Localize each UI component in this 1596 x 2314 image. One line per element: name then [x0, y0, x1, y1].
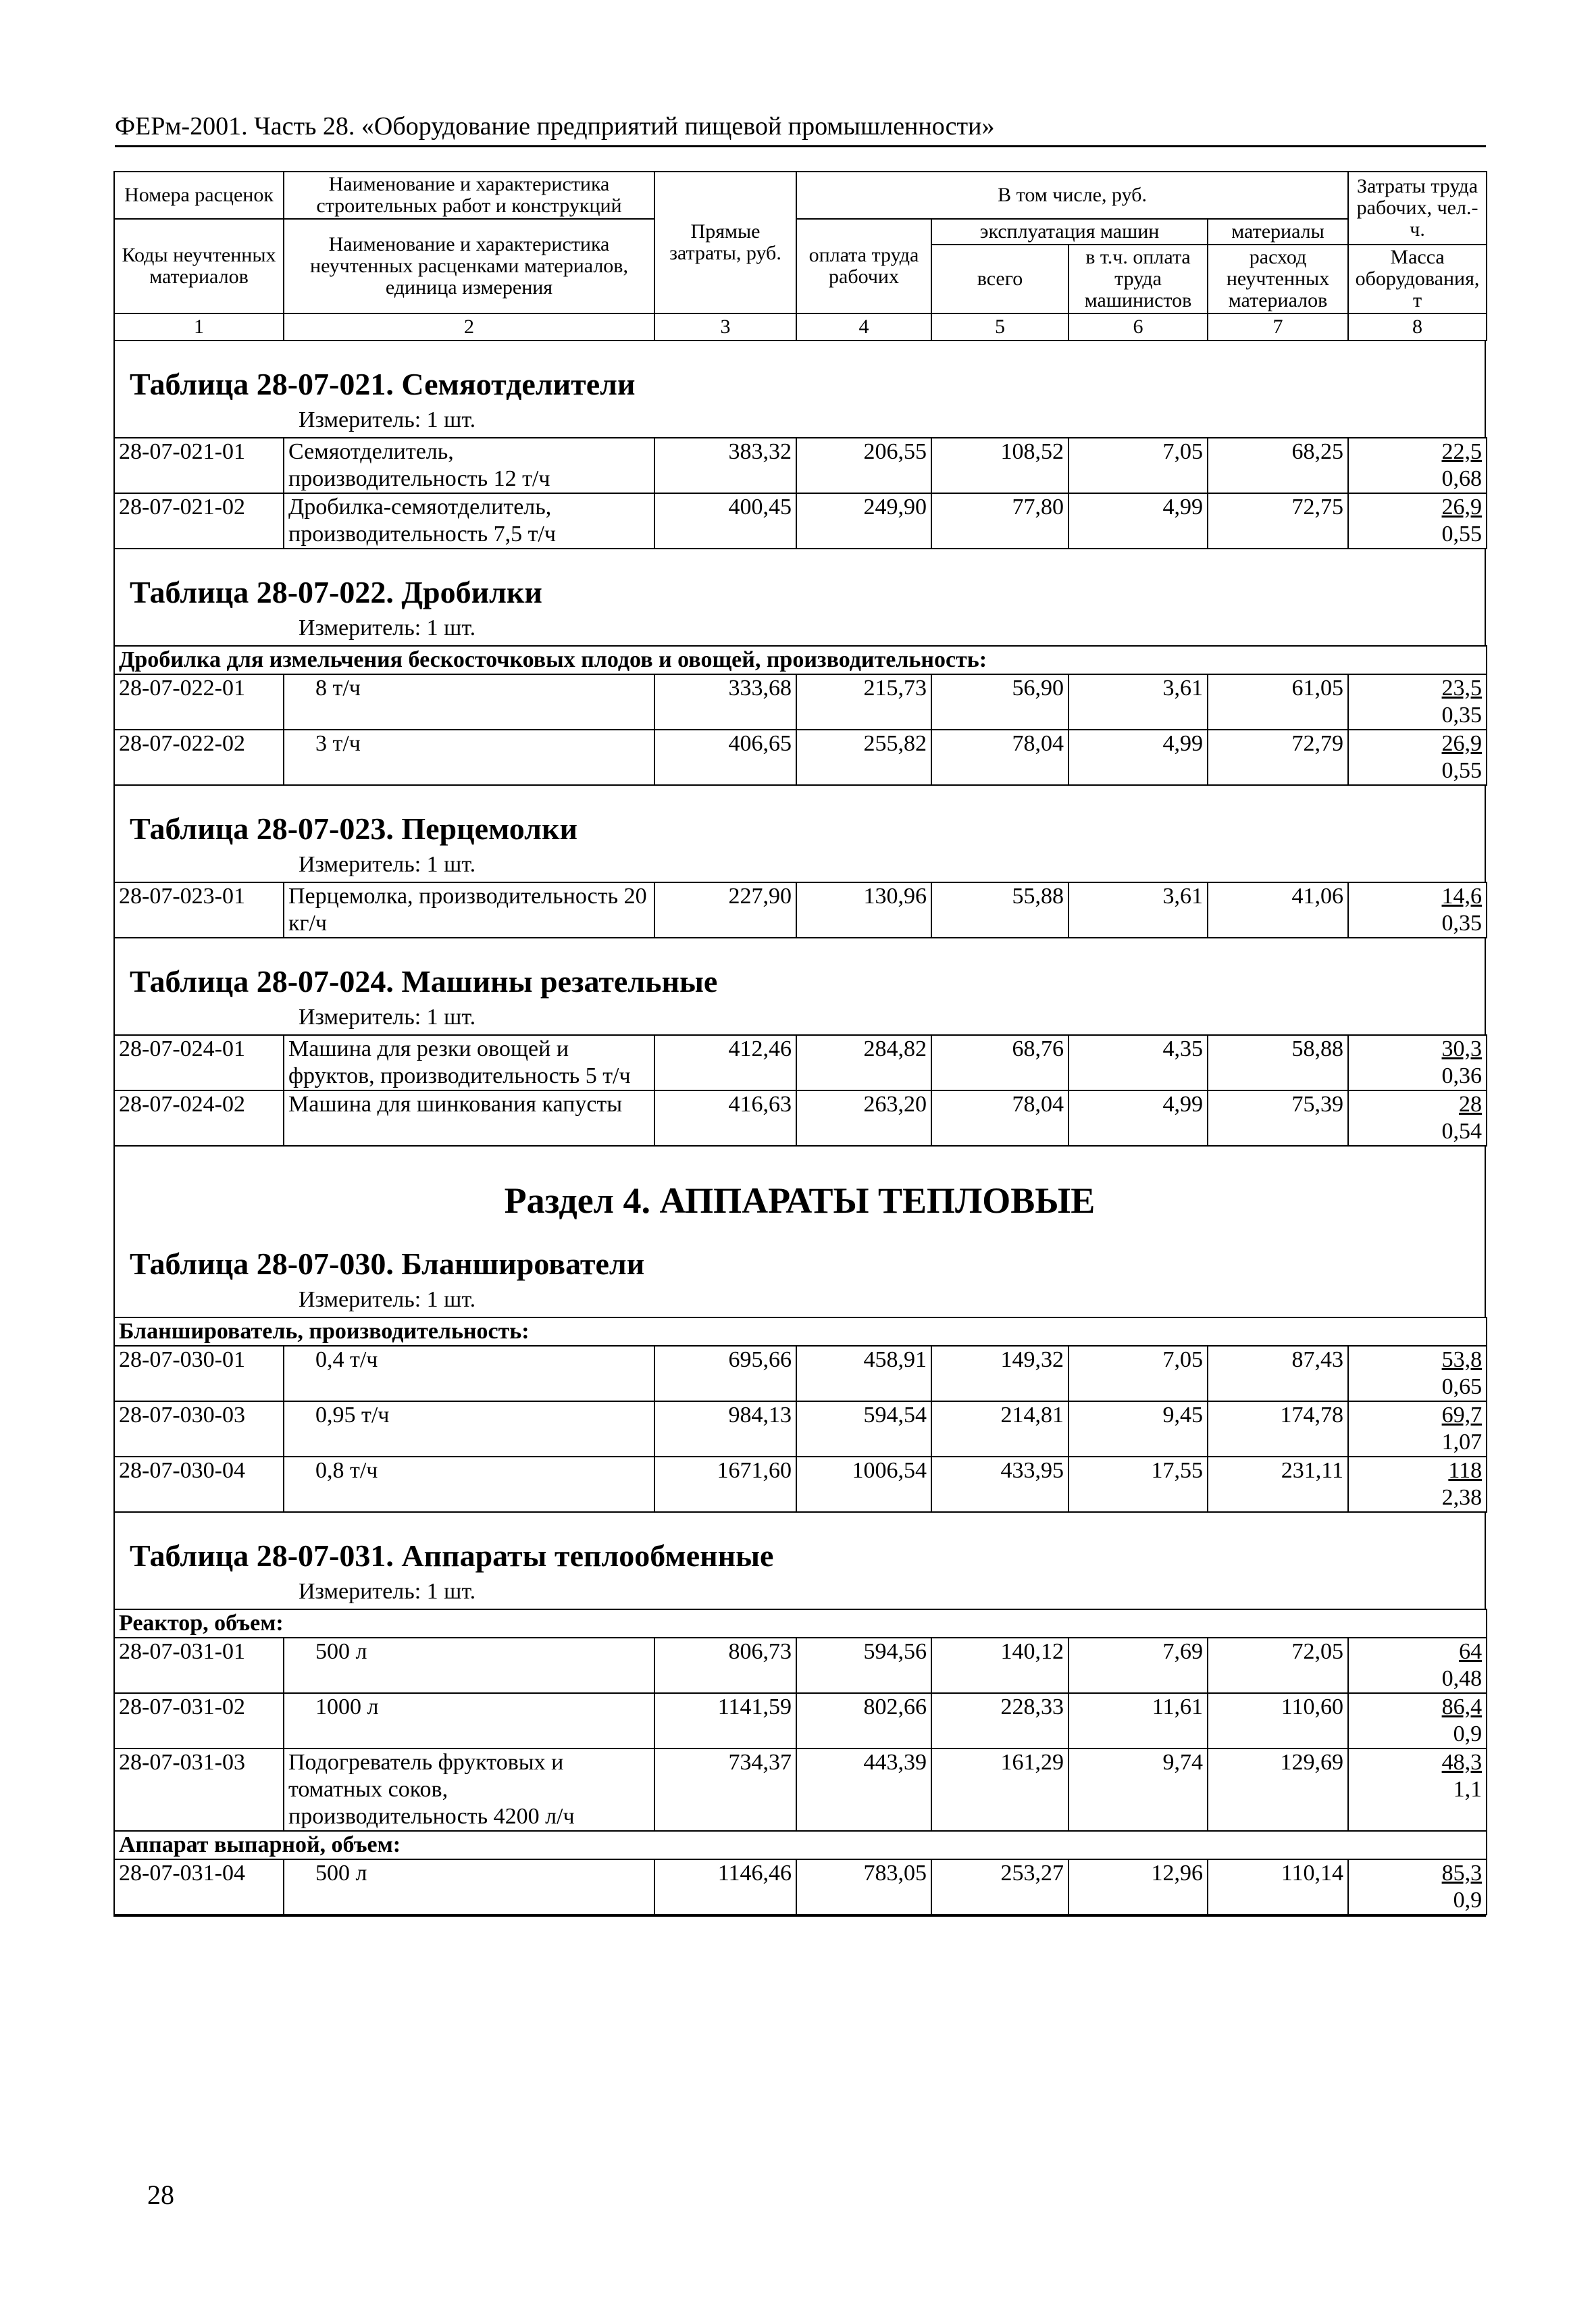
table-row	[114, 882, 1487, 938]
value-labor: 263,20	[796, 1090, 931, 1146]
value-operators: 9,74	[1069, 1749, 1208, 1831]
rate-code: 28-07-022-02	[114, 730, 284, 785]
value-labor: 802,66	[796, 1693, 931, 1749]
value-machines: 253,27	[931, 1859, 1069, 1915]
value-direct: 383,32	[654, 438, 796, 493]
column-number: 5	[931, 313, 1069, 341]
column-number: 1	[114, 313, 284, 341]
value-machines: 68,76	[931, 1035, 1069, 1090]
rate-code: 28-07-021-02	[114, 493, 284, 549]
value-machines: 228,33	[931, 1693, 1069, 1749]
table-row	[114, 493, 1487, 549]
mass-value: 0,9	[1453, 1721, 1483, 1746]
table-row	[114, 674, 1487, 730]
group-label: Дробилка для измельчения бескосточковых плодов и овощей, производительность:	[114, 646, 1487, 674]
unit-of-measure: Измеритель: 1 шт.	[299, 615, 476, 640]
labor-hours-value: 26,9	[1441, 731, 1483, 756]
value-operators: 7,05	[1069, 1346, 1208, 1401]
rate-table	[113, 437, 1487, 549]
tables-container	[113, 341, 1486, 1915]
value-machines: 77,80	[931, 493, 1069, 549]
rate-name: Перцемолка, производительность 20 кг/ч	[284, 882, 654, 938]
group-row	[114, 1317, 1487, 1346]
labor-mass-cell	[1348, 1401, 1487, 1457]
labor-hours-value: 86,4	[1441, 1694, 1483, 1719]
table-title: Таблица 28-07-021. Семяотделители	[130, 367, 636, 401]
labor-hours-value: 30,3	[1441, 1036, 1482, 1061]
labor-mass-cell	[1348, 882, 1487, 938]
value-machines: 149,32	[931, 1346, 1069, 1401]
rate-code: 28-07-024-02	[114, 1090, 284, 1146]
column-number: 6	[1069, 313, 1208, 341]
header-direct-costs: Прямые затраты, руб.	[654, 172, 796, 313]
table-section	[113, 549, 1486, 645]
labor-hours-value: 53,8	[1441, 1347, 1483, 1372]
value-materials: 231,11	[1208, 1457, 1348, 1512]
value-direct: 333,68	[654, 674, 796, 730]
unit-of-measure: Измеритель: 1 шт.	[299, 1287, 476, 1312]
table-row	[114, 1457, 1487, 1512]
table-row	[114, 1859, 1487, 1915]
rate-table	[113, 1317, 1487, 1513]
labor-mass-cell	[1348, 1638, 1487, 1693]
value-machines: 78,04	[931, 1090, 1069, 1146]
group-row	[114, 1831, 1487, 1859]
table-section	[113, 938, 1486, 1034]
rate-code: 28-07-031-04	[114, 1859, 284, 1915]
rate-name: Дробилка-семяотделитель, производительность 7,5 т/ч	[284, 493, 654, 549]
value-labor: 206,55	[796, 438, 931, 493]
table-title: Таблица 28-07-023. Перцемолки	[130, 811, 577, 846]
rate-table	[113, 645, 1487, 786]
labor-mass-cell	[1348, 1035, 1487, 1090]
column-number: 3	[654, 313, 796, 341]
mass-value: 0,35	[1441, 911, 1482, 936]
header-machines-group: эксплуатация машин	[931, 219, 1208, 245]
table-title: Таблица 28-07-030. Бланширователи	[130, 1247, 645, 1281]
mass-value: 0,55	[1441, 522, 1482, 547]
value-machines: 78,04	[931, 730, 1069, 785]
labor-hours-value: 85,3	[1441, 1861, 1483, 1886]
mass-value: 0,48	[1441, 1666, 1483, 1691]
bottom-border	[113, 1915, 1486, 1917]
group-row	[114, 1609, 1487, 1638]
rate-code: 28-07-030-03	[114, 1401, 284, 1457]
value-labor: 458,91	[796, 1346, 931, 1401]
page-number: 28	[147, 2180, 174, 2210]
rate-name: 500 л	[284, 1638, 654, 1693]
rate-code: 28-07-031-03	[114, 1749, 284, 1831]
value-materials: 110,60	[1208, 1693, 1348, 1749]
rate-name: 1000 л	[284, 1693, 654, 1749]
value-operators: 9,45	[1069, 1401, 1208, 1457]
value-materials: 72,05	[1208, 1638, 1348, 1693]
header-labor-wages: оплата труда рабочих	[796, 219, 931, 313]
header-equipment-mass: Масса оборудования, т	[1348, 245, 1487, 313]
labor-hours-value: 14,6	[1441, 884, 1482, 909]
table-section	[113, 1147, 1486, 1317]
table-title: Таблица 28-07-024. Машины резательные	[130, 964, 718, 999]
value-direct: 416,63	[654, 1090, 796, 1146]
rate-name: 3 т/ч	[284, 730, 654, 785]
value-materials: 110,14	[1208, 1859, 1348, 1915]
rate-name: 8 т/ч	[284, 674, 654, 730]
column-number: 2	[284, 313, 654, 341]
mass-value: 0,68	[1441, 466, 1482, 491]
mass-value: 0,55	[1441, 758, 1483, 783]
mass-value: 0,35	[1441, 703, 1483, 728]
value-materials: 41,06	[1208, 882, 1348, 938]
rate-name: 500 л	[284, 1859, 654, 1915]
value-operators: 3,61	[1069, 674, 1208, 730]
value-operators: 3,61	[1069, 882, 1208, 938]
table-row	[114, 1638, 1487, 1693]
table-row	[114, 730, 1487, 785]
mass-value: 0,36	[1441, 1063, 1482, 1088]
table-row	[114, 1401, 1487, 1457]
value-direct: 1141,59	[654, 1693, 796, 1749]
value-direct: 400,45	[654, 493, 796, 549]
labor-hours-value: 64	[1459, 1639, 1483, 1664]
labor-hours-value: 22,5	[1441, 439, 1482, 464]
table-title: Таблица 28-07-031. Аппараты теплообменные	[130, 1538, 774, 1573]
value-machines: 55,88	[931, 882, 1069, 938]
value-labor: 594,56	[796, 1638, 931, 1693]
rate-code: 28-07-031-01	[114, 1638, 284, 1693]
labor-mass-cell	[1348, 1859, 1487, 1915]
header-materials-group: материалы	[1208, 219, 1348, 245]
header-name-bottom: Наименование и характеристика неучтенных расценками материалов, единица измерения	[284, 219, 654, 313]
value-materials: 75,39	[1208, 1090, 1348, 1146]
section-title: Раздел 4. АППАРАТЫ ТЕПЛОВЫЕ	[504, 1180, 1096, 1221]
mass-value: 2,38	[1441, 1485, 1483, 1510]
value-operators: 11,61	[1069, 1693, 1208, 1749]
labor-hours-value: 118	[1448, 1458, 1483, 1483]
rate-code: 28-07-023-01	[114, 882, 284, 938]
group-label: Бланширователь, производительность:	[114, 1317, 1487, 1346]
rate-name: 0,95 т/ч	[284, 1401, 654, 1457]
page-header: ФЕРм-2001. Часть 28. «Оборудование предприятий пищевой промышленности»	[115, 111, 1486, 147]
labor-mass-cell	[1348, 438, 1487, 493]
unit-of-measure: Измеритель: 1 шт.	[299, 1005, 476, 1030]
rate-name: Машина для резки овощей и фруктов, производительность 5 т/ч	[284, 1035, 654, 1090]
labor-mass-cell	[1348, 1693, 1487, 1749]
mass-value: 1,07	[1441, 1430, 1483, 1455]
mass-value: 0,9	[1453, 1888, 1483, 1913]
value-labor: 594,54	[796, 1401, 931, 1457]
value-machines: 433,95	[931, 1457, 1069, 1512]
rate-name: Машина для шинкования капусты	[284, 1090, 654, 1146]
table-section	[113, 1513, 1486, 1609]
header-name-top: Наименование и характеристика строительных работ и конструкций	[284, 172, 654, 219]
table-row	[114, 1035, 1487, 1090]
value-labor: 443,39	[796, 1749, 931, 1831]
value-materials: 72,75	[1208, 493, 1348, 549]
value-labor: 284,82	[796, 1035, 931, 1090]
value-materials: 174,78	[1208, 1401, 1348, 1457]
labor-mass-cell	[1348, 674, 1487, 730]
header-machines-total: всего	[931, 245, 1069, 313]
labor-mass-cell	[1348, 1457, 1487, 1512]
value-operators: 4,99	[1069, 1090, 1208, 1146]
value-labor: 255,82	[796, 730, 931, 785]
value-materials: 72,79	[1208, 730, 1348, 785]
value-labor: 130,96	[796, 882, 931, 938]
rate-name: 0,8 т/ч	[284, 1457, 654, 1512]
value-direct: 984,13	[654, 1401, 796, 1457]
labor-mass-cell	[1348, 1346, 1487, 1401]
value-direct: 734,37	[654, 1749, 796, 1831]
value-operators: 4,99	[1069, 730, 1208, 785]
header-including: В том числе, руб.	[796, 172, 1348, 219]
value-labor: 1006,54	[796, 1457, 931, 1512]
rate-table	[113, 1609, 1487, 1915]
table-section	[113, 341, 1486, 437]
unit-of-measure: Измеритель: 1 шт.	[299, 407, 476, 432]
value-operators: 12,96	[1069, 1859, 1208, 1915]
value-labor: 249,90	[796, 493, 931, 549]
group-row	[114, 646, 1487, 674]
value-machines: 140,12	[931, 1638, 1069, 1693]
value-materials: 58,88	[1208, 1035, 1348, 1090]
table-row	[114, 438, 1487, 493]
price-table	[113, 171, 1486, 1917]
value-materials: 87,43	[1208, 1346, 1348, 1401]
table-title: Таблица 28-07-022. Дробилки	[130, 575, 542, 609]
value-machines: 56,90	[931, 674, 1069, 730]
header-labor-hours: Затраты труда рабочих, чел.-ч.	[1348, 172, 1487, 245]
header-materials-consumption: расход неучтенных материалов	[1208, 245, 1348, 313]
mass-value: 0,54	[1441, 1119, 1482, 1144]
rate-code: 28-07-022-01	[114, 674, 284, 730]
header-codes-top: Номера расценок	[114, 172, 284, 219]
group-label: Аппарат выпарной, объем:	[114, 1831, 1487, 1859]
rate-code: 28-07-024-01	[114, 1035, 284, 1090]
value-labor: 783,05	[796, 1859, 931, 1915]
unit-of-measure: Измеритель: 1 шт.	[299, 852, 476, 877]
unit-of-measure: Измеритель: 1 шт.	[299, 1579, 476, 1604]
value-direct: 406,65	[654, 730, 796, 785]
value-materials: 61,05	[1208, 674, 1348, 730]
value-direct: 227,90	[654, 882, 796, 938]
group-label: Реактор, объем:	[114, 1609, 1487, 1638]
labor-mass-cell	[1348, 493, 1487, 549]
value-materials: 129,69	[1208, 1749, 1348, 1831]
column-number: 4	[796, 313, 931, 341]
value-direct: 1671,60	[654, 1457, 796, 1512]
value-operators: 7,69	[1069, 1638, 1208, 1693]
rate-name: 0,4 т/ч	[284, 1346, 654, 1401]
value-machines: 214,81	[931, 1401, 1069, 1457]
rate-code: 28-07-021-01	[114, 438, 284, 493]
column-number-row	[114, 313, 1487, 341]
rate-table	[113, 882, 1487, 938]
table-row	[114, 1346, 1487, 1401]
value-machines: 161,29	[931, 1749, 1069, 1831]
rate-code: 28-07-030-04	[114, 1457, 284, 1512]
table-section	[113, 786, 1486, 882]
column-number: 7	[1208, 313, 1348, 341]
labor-mass-cell	[1348, 1090, 1487, 1146]
header-codes-bottom: Коды неучтенных материалов	[114, 219, 284, 313]
value-machines: 108,52	[931, 438, 1069, 493]
labor-hours-value: 48,3	[1441, 1750, 1483, 1775]
mass-value: 1,1	[1453, 1777, 1483, 1802]
value-operators: 4,99	[1069, 493, 1208, 549]
table-row	[114, 1749, 1487, 1831]
value-operators: 7,05	[1069, 438, 1208, 493]
rate-code: 28-07-031-02	[114, 1693, 284, 1749]
mass-value: 0,65	[1441, 1374, 1483, 1399]
labor-mass-cell	[1348, 730, 1487, 785]
rate-name: Семяотделитель, производительность 12 т/ч	[284, 438, 654, 493]
labor-hours-value: 69,7	[1441, 1403, 1483, 1428]
value-operators: 4,35	[1069, 1035, 1208, 1090]
value-operators: 17,55	[1069, 1457, 1208, 1512]
value-materials: 68,25	[1208, 438, 1348, 493]
table-row	[114, 1090, 1487, 1146]
value-labor: 215,73	[796, 674, 931, 730]
labor-mass-cell	[1348, 1749, 1487, 1831]
labor-hours-value: 23,5	[1441, 676, 1483, 701]
rate-table	[113, 1034, 1487, 1147]
labor-hours-value: 26,9	[1441, 495, 1482, 520]
column-number: 8	[1348, 313, 1487, 341]
rate-code: 28-07-030-01	[114, 1346, 284, 1401]
header-machinists-wages: в т.ч. оплата труда машинистов	[1069, 245, 1208, 313]
rate-name: Подогреватель фруктовых и томатных соков, производительность 4200 л/ч	[284, 1749, 654, 1831]
value-direct: 806,73	[654, 1638, 796, 1693]
labor-hours-value: 28	[1459, 1092, 1482, 1117]
column-header-table	[113, 171, 1487, 341]
value-direct: 695,66	[654, 1346, 796, 1401]
table-row	[114, 1693, 1487, 1749]
value-direct: 412,46	[654, 1035, 796, 1090]
value-direct: 1146,46	[654, 1859, 796, 1915]
